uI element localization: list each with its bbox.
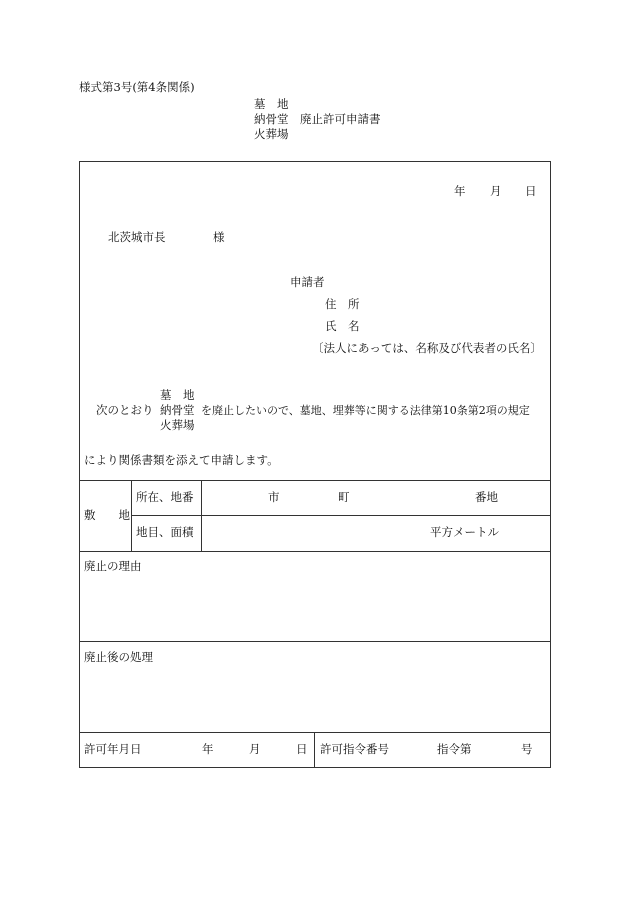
disposal-top-line [79, 641, 551, 642]
facility-3: 火葬場 [160, 418, 195, 432]
facility-1: 墓 地 [160, 388, 195, 402]
body-suffix: を廃止したいので、墓地、埋葬等に関する法律第10条第2項の規定 [201, 404, 530, 417]
permit-divider [314, 732, 315, 768]
permit-year: 年 [202, 742, 214, 756]
date-month: 月 [490, 184, 502, 198]
date-year: 年 [454, 184, 466, 198]
permit-day: 日 [296, 742, 308, 756]
title-line-1: 墓 地 [254, 97, 289, 111]
title-line-2: 納骨堂 廃止許可申請書 [254, 112, 381, 126]
site-label-divider [131, 480, 132, 551]
addressee-name: 北茨城市長 [108, 230, 166, 244]
site-city: 市 [268, 490, 280, 504]
addressee-honorific: 様 [213, 230, 225, 244]
disposal-label: 廃止後の処理 [84, 650, 153, 664]
applicant-name-label: 氏 名 [325, 319, 360, 333]
permit-order-suffix: 号 [521, 742, 533, 756]
site-field-divider [201, 480, 202, 551]
permit-date-label: 許可年月日 [84, 742, 142, 756]
table-top-line [79, 480, 551, 481]
permit-number-label: 許可指令番号 [320, 742, 389, 756]
site-town: 町 [338, 490, 350, 504]
applicant-address-label: 住 所 [325, 297, 360, 311]
title-line-3: 火葬場 [254, 127, 289, 141]
reason-top-line [79, 551, 551, 552]
site-area-unit: 平方メートル [430, 525, 499, 539]
body-line-2: により関係書類を添えて申請します。 [84, 453, 279, 467]
form-number: 様式第3号(第4条関係) [79, 80, 195, 94]
applicant-corp-note: 〔法人にあっては、名称及び代表者の氏名〕 [312, 341, 542, 355]
facility-2: 納骨堂 [160, 403, 195, 417]
permit-top-line [79, 732, 551, 733]
site-location-label: 所在、地番 [136, 490, 194, 504]
reason-label: 廃止の理由 [84, 559, 142, 573]
date-day: 日 [525, 184, 537, 198]
applicant-label: 申請者 [290, 275, 325, 289]
site-label: 敷 地 [84, 508, 130, 522]
site-lot: 番地 [475, 490, 498, 504]
site-mid-line [131, 515, 551, 516]
permit-order-prefix: 指令第 [437, 742, 472, 756]
permit-month: 月 [249, 742, 261, 756]
site-category-label: 地目、面積 [136, 525, 194, 539]
body-prefix: 次のとおり [96, 403, 154, 417]
